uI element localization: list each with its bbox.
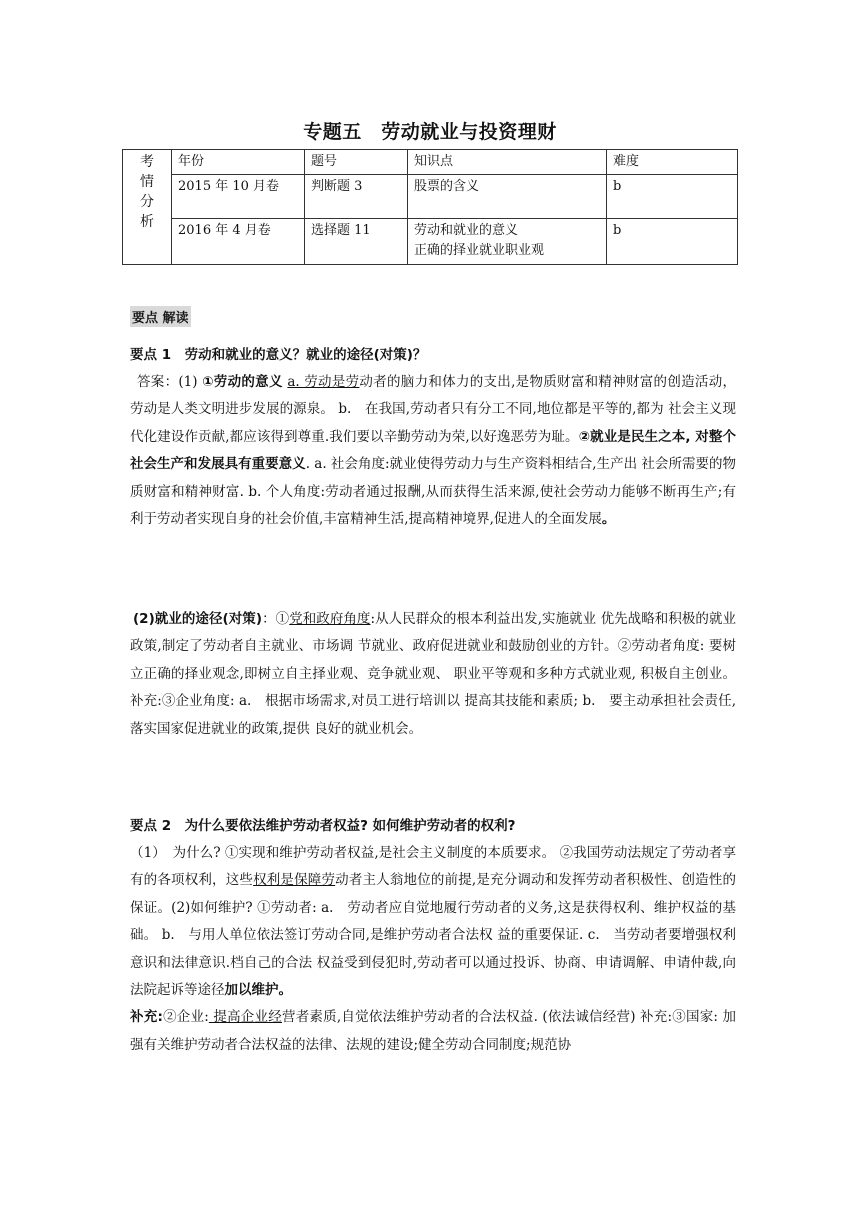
cell-question: 判断题 3	[305, 175, 408, 219]
bold-run: 补充:	[130, 1009, 163, 1026]
table-row	[123, 219, 738, 265]
cell-level: b	[607, 219, 738, 265]
text-run: 答案：(1)	[137, 374, 203, 390]
table-row	[123, 175, 738, 219]
exam-analysis-table	[122, 149, 738, 265]
header-year: 年份	[172, 150, 305, 175]
text-run: :从人民群众的根本利益出发,实施就业 优先战略和积极的就业政策,制定了劳动者自主就业、市场调 节就业、政府促进就业和鼓励创业的方针。②劳动者角度: 要树立正确的择业观念,即树立自主择业观、竞争就业观、 职业平等观和多种方式就业观, 积极自主创业。补充:③企业角度: a. 根据市场需求,对员工进行培训以 提高其技能和素质; b. 要主动承担社会责任,落实国家促进就业的政策,提供 良好的就业机会。	[130, 611, 737, 737]
cell-level: b	[607, 175, 738, 219]
point1-answer-paragraph	[130, 369, 736, 533]
knowledge-line: 劳动和就业的意义	[414, 223, 519, 238]
side-char: 情	[140, 174, 154, 190]
point2-paragraph	[130, 817, 736, 1059]
header-level: 难度	[607, 150, 738, 175]
point1-heading: 要点 1 劳动和就业的意义？就业的途径(对策)？	[130, 347, 427, 363]
bold-run: 。	[601, 511, 616, 528]
text-run: ②企业:	[162, 1009, 209, 1026]
text-run: （1） 为什么? ①实现和维护劳动者权益,是社会主义制度的本质要求。 ②我国劳动法规定了劳动者享有的各项权利，这些	[130, 845, 736, 889]
text-run: 动者的脑力和体力的支出,是物质财富和精神财富的创造活动，劳动是人类文明进步发展的源泉。 b. 在我国,劳动者只有分工不同,地位都是平等的,都为 社会主义现代化建设作贡献,都应该得到尊重.我们要以辛勤劳动为荣,以好逸恶劳为耻。	[130, 374, 737, 445]
point1-paths-paragraph	[130, 606, 736, 743]
page-title: 专题五 劳动就业与投资理财	[303, 121, 557, 143]
side-char: 析	[140, 214, 154, 230]
point2-heading: 要点 2 为什么要依法维护劳动者权益? 如何维护劳动者的权利?	[130, 818, 516, 834]
cell-question: 选择题 11	[305, 219, 408, 265]
cell-knowledge	[408, 219, 607, 265]
side-label-cell	[123, 150, 172, 265]
text-run: 动者主人翁地位的前提,是充分调动和发挥劳动者积极性、创造性的保证。(2)如何维护? ①劳动者: a. 劳动者应自觉地履行劳动者的义务,这是获得权利、维护权益的基础。 b. 与用人单位依法签订劳动合同,是维护劳动者合法权 益的重要保证. c. 当劳动者要增强权利意识和法律意识.档自己的合法 权益受到侵犯时,劳动者可以通过投诉、协商、申请调解、申请仲裁,向法院起诉等途径	[130, 872, 737, 999]
bold-run: 加以维护。	[224, 982, 292, 999]
text-run: . a. 社会角度:就业使得劳动力与生产资料相结合,生产出 社会所需要的物质财富和精神财富. b. 个人角度:劳动者通过报酬,从而获得生活来源,使社会劳动力能够不断再生产;有利于劳动者实现自身的社会价值,丰富精神生活,提高精神境界,促进人的全面发展	[130, 456, 737, 528]
underlined-run: 权利是保障劳	[253, 872, 336, 889]
underlined-run: a. 劳动是劳	[287, 374, 360, 390]
text-run: 营者素质,自觉依法维护劳动者的合法权益. (依法诚信经营) 补充:③国家: 加强有关维护劳动者合法权益的法律、法规的建设;健全劳动合同制度;规范协	[130, 1009, 736, 1053]
cell-knowledge: 股票的含义	[408, 175, 607, 219]
bold-run: (2)就业的途径(对策)	[133, 611, 263, 627]
underlined-run: 提高企业经	[208, 1009, 282, 1026]
header-knowledge: 知识点	[408, 150, 607, 175]
knowledge-line: 正确的择业就业职业观	[414, 243, 545, 258]
table-header-row	[123, 150, 738, 175]
header-question: 题号	[305, 150, 408, 175]
cell-year: 2015 年 10 月卷	[172, 175, 305, 219]
underlined-run: 党和政府角度	[289, 611, 371, 627]
side-char: 分	[140, 194, 154, 210]
bold-run: ①劳动的意义	[202, 374, 283, 390]
bold-run: ②就业是民生之本, 对整个社会生产和发展具有重要意义	[130, 428, 736, 473]
section-label: 要点 解读	[130, 306, 191, 327]
side-char: 考	[140, 154, 154, 170]
text-run: ：①	[262, 611, 290, 627]
cell-year: 2016 年 4 月卷	[172, 219, 305, 265]
